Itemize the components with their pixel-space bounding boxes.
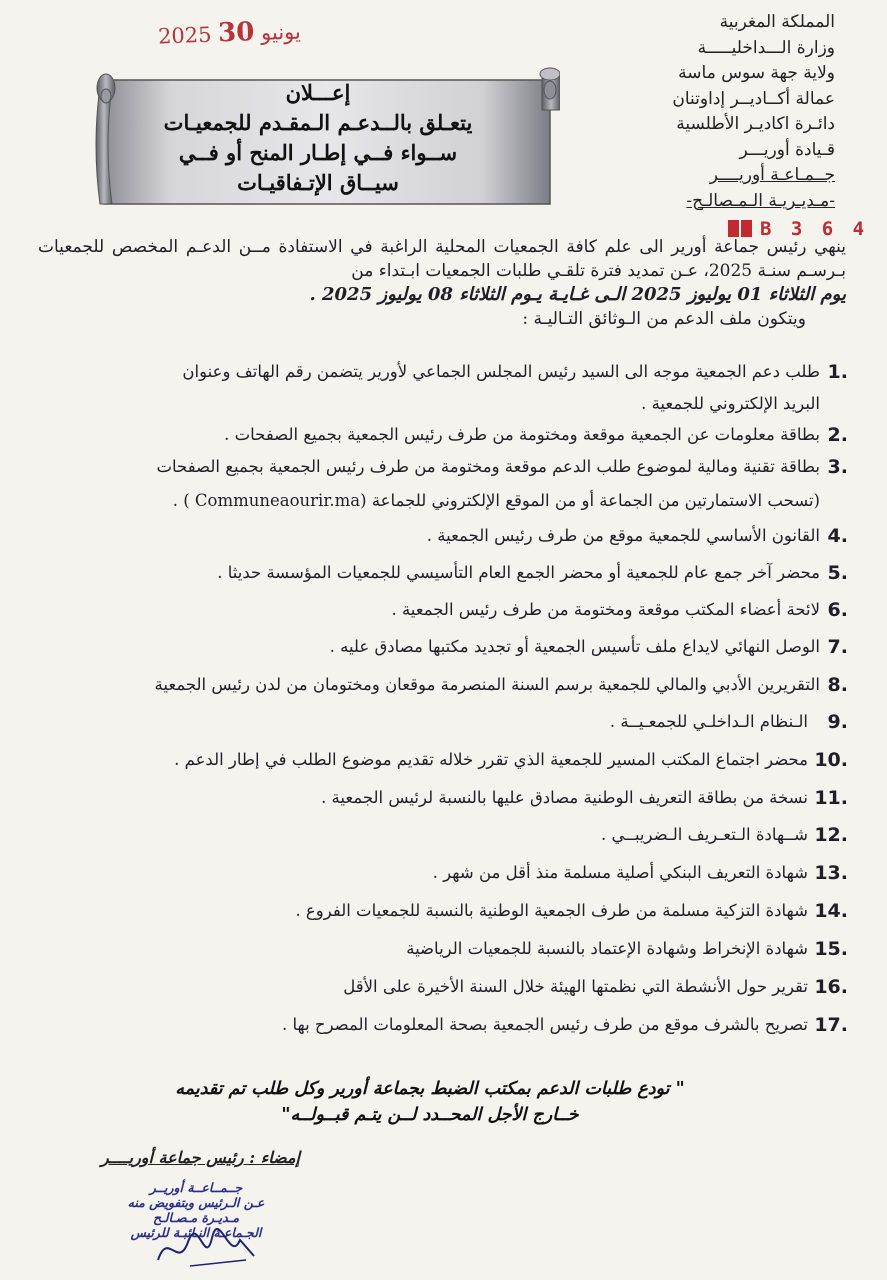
list-item: 6. لائحة أعضاء المكتب موقعة ومختومة من طرف رئيس الجمعية . bbox=[391, 599, 848, 621]
list-item: 9. الـنظام الـداخلـي للجمعـيــة . bbox=[609, 711, 848, 733]
stamp-line: مـديـرة مـصـالـح bbox=[152, 1210, 240, 1225]
reference-value: B 3 6 4 bbox=[760, 218, 869, 240]
date-year: 2025 bbox=[157, 22, 212, 49]
signature-label: إمضاء : رئيس جماعة أوريــــر bbox=[101, 1148, 300, 1167]
date-month: يونيو bbox=[260, 19, 302, 45]
deadline-text: يوم الثلاثاء 01 يوليوز 2025 الـى غـايـة يـوم الثلاثاء 08 يوليوز 2025 . bbox=[309, 284, 846, 305]
header-line-kingdom: المملكة المغربية bbox=[719, 12, 835, 32]
list-item: 11. نسخة من بطاقة التعريف الوطنية مصادق عليها بالنسبة لرئيس الجمعية . bbox=[321, 787, 848, 809]
intro-text: ينهي رئيس جماعة أورير الى علم كافة الجمعيات المحلية الراغبة في الاستفادة مــن الدعـم المخصص للجمعيات بـرسـم سنـة 2025، عـن تمديد فترة تلقـي طلبات الجمعيات ابـتداء من bbox=[38, 237, 846, 281]
closing-line-2: خــارج الأجل المحــدد لــن يتـم قبــولــه" bbox=[281, 1105, 579, 1125]
title-heading: إعـــلان bbox=[285, 80, 351, 105]
list-item: 16. تقرير حول الأنشطة التي نظمتها الهيئة خلال السنة الأخيرة على الأقل bbox=[343, 976, 848, 998]
list-item: 4. القانون الأساسي للجمعية موقع من طرف رئيس الجمعية . bbox=[426, 525, 848, 547]
intro-paragraph bbox=[38, 235, 846, 331]
list-item: 15. شهادة الإنخراط وشهادة الإعتماد بالنسبة للجمعيات الرياضية bbox=[406, 938, 848, 960]
date-day: 30 bbox=[217, 17, 255, 49]
list-item: (تسحب الاستمارتين من الجماعة أو من الموقع الإلكتروني للجماعة (Communeaourir.ma ) . bbox=[172, 491, 820, 510]
list-item: 13. شهادة التعريف البنكي أصلية مسلمة منذ أقل من شهر . bbox=[432, 862, 848, 884]
list-item: 8. التقريرين الأدبي والمالي للجمعية برسم السنة المنصرمة موقعان ومختومان من لدن رئيس الجمعية bbox=[154, 674, 848, 696]
header-line-circle: دائـرة اكاديـر الأطلسية bbox=[676, 114, 835, 134]
administrative-header bbox=[575, 10, 835, 214]
list-item: 3. بطاقة تقنية ومالية لموضوع طلب الدعم موقعة ومختومة من طرف رئيس الجمعية بجميع الصفحات bbox=[156, 456, 848, 478]
documents-intro: ويتكون ملف الدعم من الـوثائق التـاليـة : bbox=[522, 309, 806, 329]
handwritten-signature-icon bbox=[150, 1220, 270, 1275]
list-item: 2. بطاقة معلومات عن الجمعية موقعة ومختومة من طرف رئيس الجمعية بجميع الصفحات . bbox=[224, 424, 848, 446]
title-line-1: يتعـلق بالــدعـم الـمقـدم للجمعيـات bbox=[163, 110, 473, 135]
list-item: 10. محضر اجتماع المكتب المسير للجمعية الذي تقرر خلاله تقديم موضوع الطلب في إطار الدعم . bbox=[174, 749, 848, 771]
stamp-line: جــمــاعــة أوريــر bbox=[149, 1180, 243, 1195]
closing-line-1: " تودع طلبات الدعم بمكتب الضبط بجماعة أورير وكل طلب تم تقديمه bbox=[175, 1079, 685, 1099]
title-line-2: ســواء فــي إطـار المنح أو فــي bbox=[178, 140, 458, 165]
list-item: 12. شــهادة الـتعـريف الـضريبــي . bbox=[601, 824, 848, 846]
title-line-3: سيــاق الإتـفاقيـات bbox=[237, 170, 399, 195]
list-item: 1. طلب دعم الجمعية موجه الى السيد رئيس المجلس الجماعي لأورير يتضمن رقم الهاتف وعنوان bbox=[182, 361, 848, 383]
announcement-title bbox=[108, 78, 528, 198]
header-line-caidat: قـيادة أوريـــر bbox=[739, 139, 835, 160]
header-line-prefecture: عمالة أكــاديــر إداوتنان bbox=[672, 88, 835, 109]
list-item: 14. شهادة التزكية مسلمة من طرف الجمعية الوطنية بالنسبة للجمعيات الفروع . bbox=[295, 900, 848, 922]
stamp-line: عـن الـرئيس وبتفويض منه bbox=[127, 1195, 265, 1210]
list-item: 5. محضر آخر جمع عام للجمعية أو محضر الجمع العام التأسيسي للجمعيات المؤسسة حديثا . bbox=[217, 562, 848, 584]
closing-note bbox=[110, 1076, 750, 1128]
list-item: 7. الوصل النهائي لايداع ملف تأسيس الجمعية أو تجديد مكتبها مصادق عليه . bbox=[329, 636, 848, 658]
header-line-ministry: وزارة الـــداخليـــــة bbox=[697, 37, 835, 58]
header-line-commune: جــمـاعـة أوريــــر bbox=[709, 165, 835, 185]
header-line-directorate: -مـديـريـة الـمـصالـح- bbox=[686, 190, 835, 211]
stamp-line: الجـماعـة النـائبـة للرئيس bbox=[130, 1225, 262, 1240]
list-item: البريد الإلكتروني للجمعية . bbox=[641, 394, 820, 413]
required-documents-list bbox=[30, 356, 848, 1044]
handwritten-date bbox=[158, 16, 302, 51]
header-line-region: ولاية جهة سوس ماسة bbox=[678, 63, 835, 83]
list-item: 17. تصريح بالشرف موقع من طرف رئيس الجمعية بصحة المعلومات المصرح بها . bbox=[281, 1014, 848, 1036]
